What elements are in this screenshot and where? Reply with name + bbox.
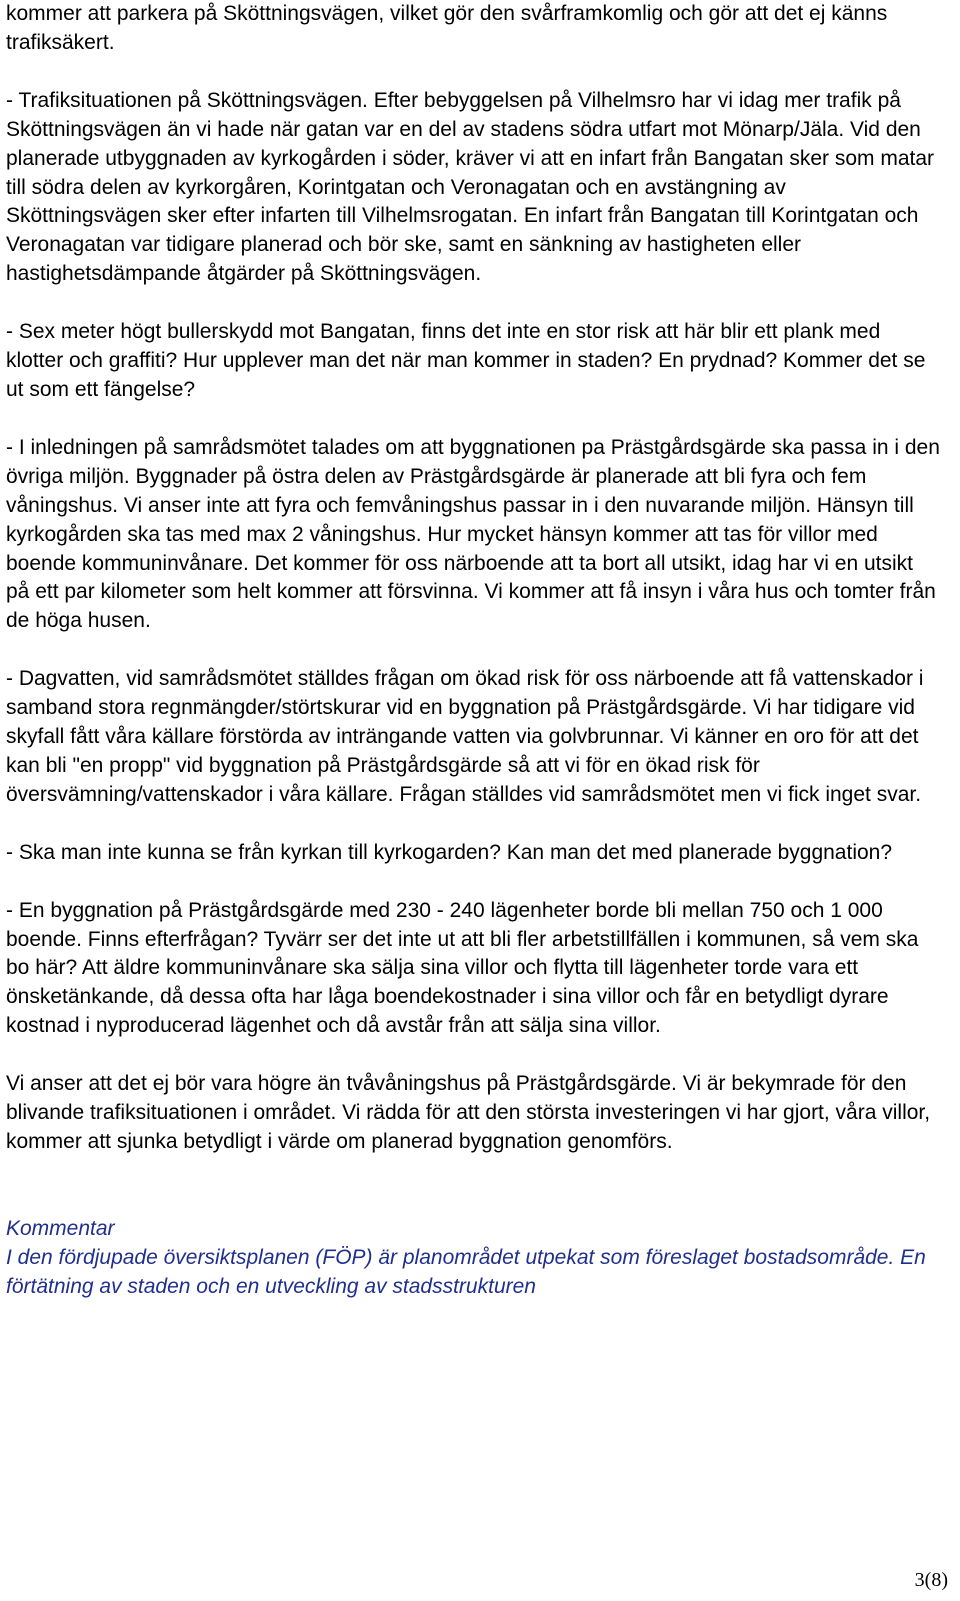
paragraph-traffic: - Trafiksituationen på Sköttningsvägen. Efter bebyggelsen på Vilhelmsro har vi idag mer trafik på Sköttningsvägen än vi hade när gatan var en del av stadens södra utfart mot Mönarp/Jäla. Vid den planerade utbyggnaden av kyrkogården i söder, kräver vi att en infart från Bangatan sker som matar till södra delen av kyrkorgåren, Korintgatan och Veronagatan och en avstängning av Sköttningsvägen sker efter infarten till Vilhelmsrogatan. En infart från Bangatan till Korintgatan och Veronagatan var tidigare planerad och bör ske, samt en sänkning av hastigheten eller hastighetsdämpande åtgärder på Sköttningsvägen. [6,88,935,286]
paragraph-building-height: - I inledningen på samrådsmötet talades om att byggnationen pa Prästgårdsgärde ska passa in i den övriga miljön. Byggnader på östra delen av Prästgårdsgärde är planerade att bli fyra och fem våningshus. Vi anser inte att fyra och femvåningshus passar in i den nuvarande miljön. Hänsyn till kyrkogården ska tas med max 2 våningshus. Hur mycket hänsyn kommer att tas för villor med boende kommuninvånare. Det kommer för oss närboende att ta bort all utsikt, idag har vi en utsikt på ett par kilometer som helt kommer att försvinna. Vi kommer att få insyn i våra hus och tomter från de höga husen. [6,435,940,633]
paragraph-conclusion: Vi anser att det ej bör vara högre än tvåvåningshus på Prästgårdsgärde. Vi är bekymrade för den blivande trafiksituationen i området. Vi rädda för att den största investeringen vi har gjort, våra villor, kommer att sjunka betydligt i värde om planerad byggnation genomförs. [6,1072,931,1153]
page-number: 3(8) [914,1569,948,1591]
document-page [6,0,940,1302]
paragraph-gap [6,289,940,318]
paragraph-gap [6,810,940,839]
paragraph-gap [6,1157,940,1186]
paragraph-gap [6,1041,940,1070]
comment-text: I den fördjupade översiktsplanen (FÖP) är planområdet utpekat som föreslaget bostadsområde. En förtätning av staden och en utveckling av stadsstrukturen [6,1245,926,1298]
paragraph-gap [6,405,940,434]
paragraph-noise-barrier: - Sex meter högt bullerskydd mot Bangatan, finns det inte en stor risk att här blir ett plank med klotter och graffiti? Hur upplever man det när man kommer in staden? En prydnad? Kommer det se ut som ett fängelse? [6,320,926,401]
paragraph-gap [6,58,940,87]
paragraph-church-view: - Ska man inte kunna se från kyrkan till kyrkogarden? Kan man det med planerade byggnation? [6,840,893,864]
comment-heading: Kommentar [6,1216,115,1240]
paragraph-parking: kommer att parkera på Sköttningsvägen, vilket gör den svårframkomlig och gör att det ej känns trafiksäkert. [6,2,888,54]
paragraph-housing-demand: - En byggnation på Prästgårdsgärde med 230 - 240 lägenheter borde bli mellan 750 och 1 000 boende. Finns efterfrågan? Tyvärr ser det inte ut att bli fler arbetstillfällen i kommunen, så vem ska bo här? Att äldre kommuninvånare ska sälja sina villor och flytta till lägenheter torde vara ett önsketänkande, då dessa ofta har låga boendekostnader i sina villor och får en betydligt dyrare kostnad i nyproducerad lägenhet och då avstår från att sälja sina villor. [6,898,919,1038]
paragraph-gap [6,868,940,897]
paragraph-stormwater: - Dagvatten, vid samrådsmötet ställdes frågan om ökad risk för oss närboende att få vattenskador i samband stora regnmängder/störtskurar vid en byggnation på Prästgårdsgärde. Vi har tidigare vid skyfall fått våra källare förstörda av inträngande vatten via golvbrunnar. Vi känner en oro för att det kan bli "en propp" vid byggnation på Prästgårdsgärde så att vi för en ökad risk för översvämning/vattenskador i våra källare. Frågan ställdes vid samrådsmötet men vi fick inget svar. [6,667,924,806]
paragraph-gap [6,636,940,665]
paragraph-gap [6,1186,940,1215]
